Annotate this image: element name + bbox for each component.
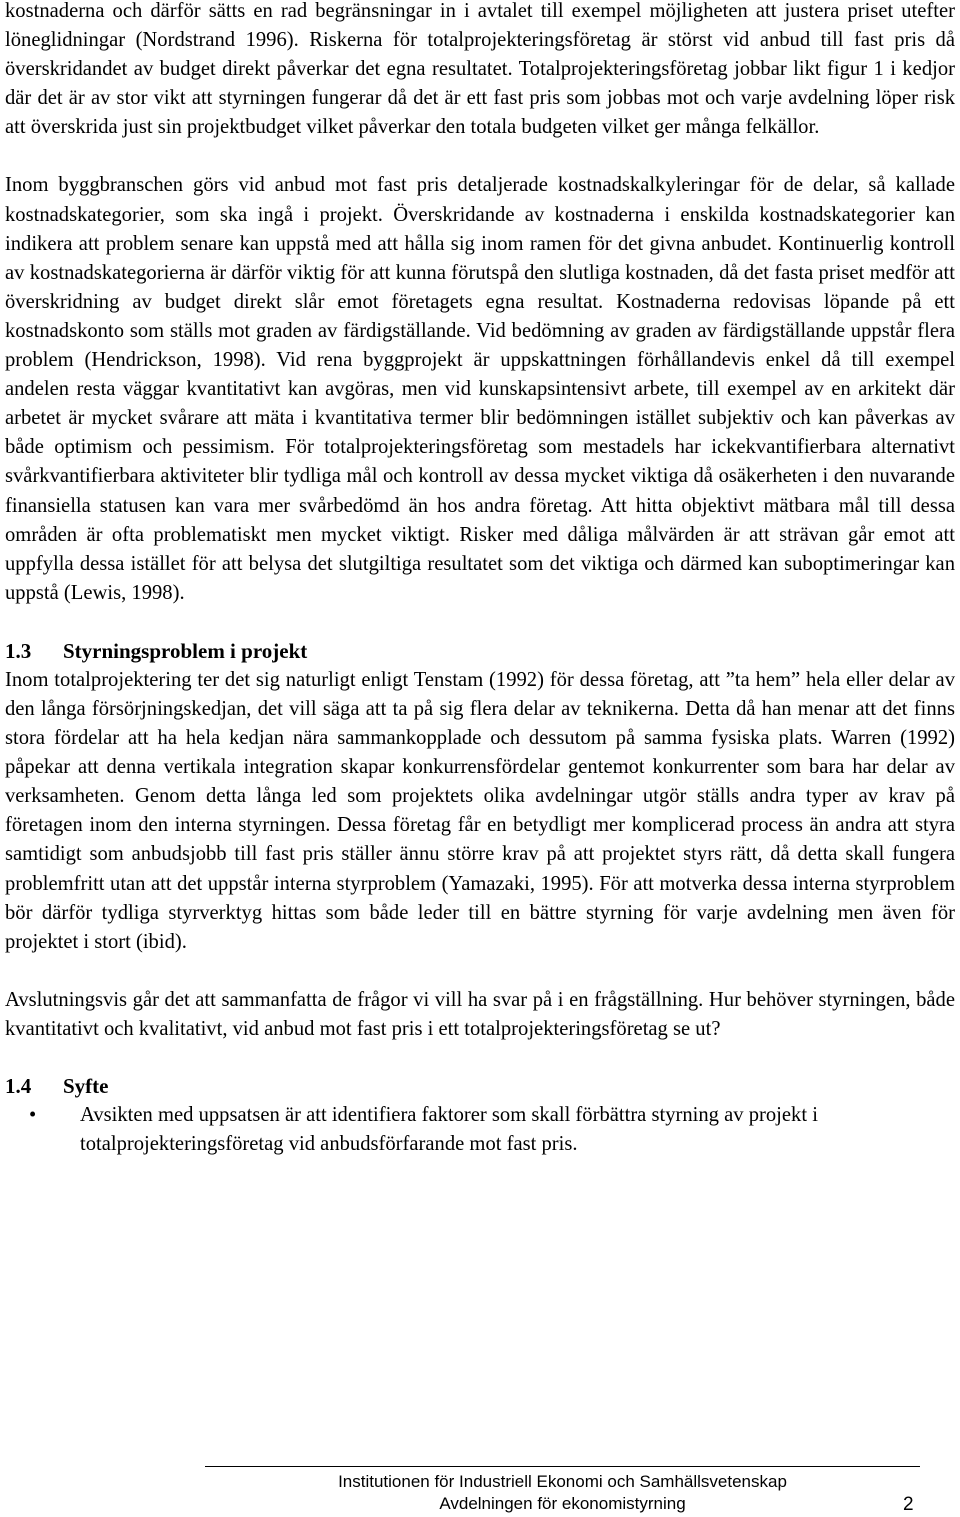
paragraph-risk-fixed-price: kostnaderna och därför sätts en rad begränsningar in i avtalet till exempel möjligheten att justera priset utefter löneglidningar (Nordstrand 1996). Riskerna för totalprojekteringsföretag är störst vid anbud till fast pris då överskridandet av budget direkt påverkar det egna resultatet. Totalprojekteringsföretag jobbar likt figur 1 i kedjor där det är av stor vikt att styrningen fungerar då det är ett fast pris som jobbas mot och varje avdelning löper risk att överskrida just sin projektbudget vilket påverkar den totala budgeten vilket ger många felkällor.	[5, 0, 955, 139]
list-item	[5, 1101, 910, 1159]
paragraph-cost-categories: Inom byggbranschen görs vid anbud mot fast pris detaljerade kostnadskalkyleringar för de delar, så kallade kostnadskategorier, som ska ingå i projekt. Överskridande av kostnaderna i enskilda kostnadskategorier kan indikera att problem senare kan uppstå med att hålla sig inom ramen för det givna anbudet. Kontinuerlig kontroll av kostnadskategorierna är därför viktig för att kunna förutspå den slutliga kostnaden, då det fasta priset medför att överskridning av budget direkt slår emot företagets egna resultat. Kostnaderna redovisas löpande på ett kostnadskonto som ställs mot graden av färdigställande. Vid bedömning av graden av färdigställande uppstår flera problem (Hendrickson, 1998). Vid rena byggprojekt är uppskattningen förhållandevis enkel då till exempel andelen resta väggar kvantitativt kan avgöras, men vid kunskapsintensivt arbete, till exempel av en arkitekt där arbetet är mycket svårare att mäta i kvantitativa termer blir bedömningen istället subjektiv och kan påverkas av både optimism och pessimism. För totalprojekteringsföretag som mestadels har ickekvantifierbara alternativt svårkvantifierbara aktiviteter blir tydliga mål och kontroll av dessa mycket viktiga då osäkerheten i den nuvarande finansiella statusen kan vara mer svårbedömd än hos andra företag. Att hitta objektivt mätbara mål till dessa områden är ofta problematiskt men mycket viktigt. Risker med dåliga målvärden är att strävan går emot att uppfylla dessa istället för att belysa det slutgiltiga resultatet som det viktiga och därmed kan suboptimeringar kan uppstå (Lewis, 1998).	[5, 174, 955, 604]
footer-department: Avdelningen för ekonomistyrning	[439, 1494, 686, 1513]
footer-institution: Institutionen för Industriell Ekonomi och Samhällsvetenskap	[338, 1472, 787, 1491]
section-heading-syfte	[5, 1072, 955, 1101]
section-heading-styrningsproblem	[5, 637, 955, 666]
page-number: 2	[903, 1494, 914, 1515]
section-number: 1.3	[5, 638, 32, 663]
section-title: Syfte	[63, 1074, 109, 1098]
document-page	[5, 0, 955, 1159]
bullet-icon: •	[29, 1104, 37, 1126]
list-item-text: Avsikten med uppsatsen är att identifiera faktorer som skall förbättra styrning av projekt i totalprojekteringsföretag vid anbudsförfarande mot fast pris.	[80, 1104, 818, 1156]
section-title: Styrningsproblem i projekt	[63, 638, 308, 663]
paragraph-research-question: Avslutningsvis går det att sammanfatta de frågor vi vill ha svar på i en frågställning. Hur behöver styrningen, både kvantitativt och kvalitativt, vid anbud mot fast pris i ett totalprojekteringsföretag se ut?	[5, 988, 955, 1040]
syfte-bullet-list	[5, 1101, 955, 1159]
paragraph-vertical-integration: Inom totalprojektering ter det sig naturligt enligt Tenstam (1992) för dessa företag, att ”ta hem” hela eller delar av den långa försörjningskedjan, det vill säga att ta på sig flera delar av teknikerna. Detta då han menar att det finns stora fördelar att ha hela kedjan nära sammankopplade och dessutom på samma fysiska plats. Warren (1992) påpekar att denna vertikala integration skapar konkurrensfördelar gentemot konkurrenter som bara har delar av verksamheten. Genom detta långa led som projektets olika avdelningar utgör ställs andra typer av krav på företagen inom den interna styrningen. Dessa företag får en betydligt mer komplicerad process än andra att styra samtidigt som anbudsjobb till fast pris ställer ännu större krav på att projektet styrs rätt, då detta skall fungera problemfritt utan att det uppstår interna styrproblem (Yamazaki, 1995). För att motverka dessa interna styrproblem bör därför tydliga styrverktyg hittas som både leder till en bättre styrning för varje avdelning men även för projektet i stort (ibid).	[5, 668, 955, 953]
page-footer	[205, 1466, 920, 1515]
section-number: 1.4	[5, 1074, 32, 1098]
